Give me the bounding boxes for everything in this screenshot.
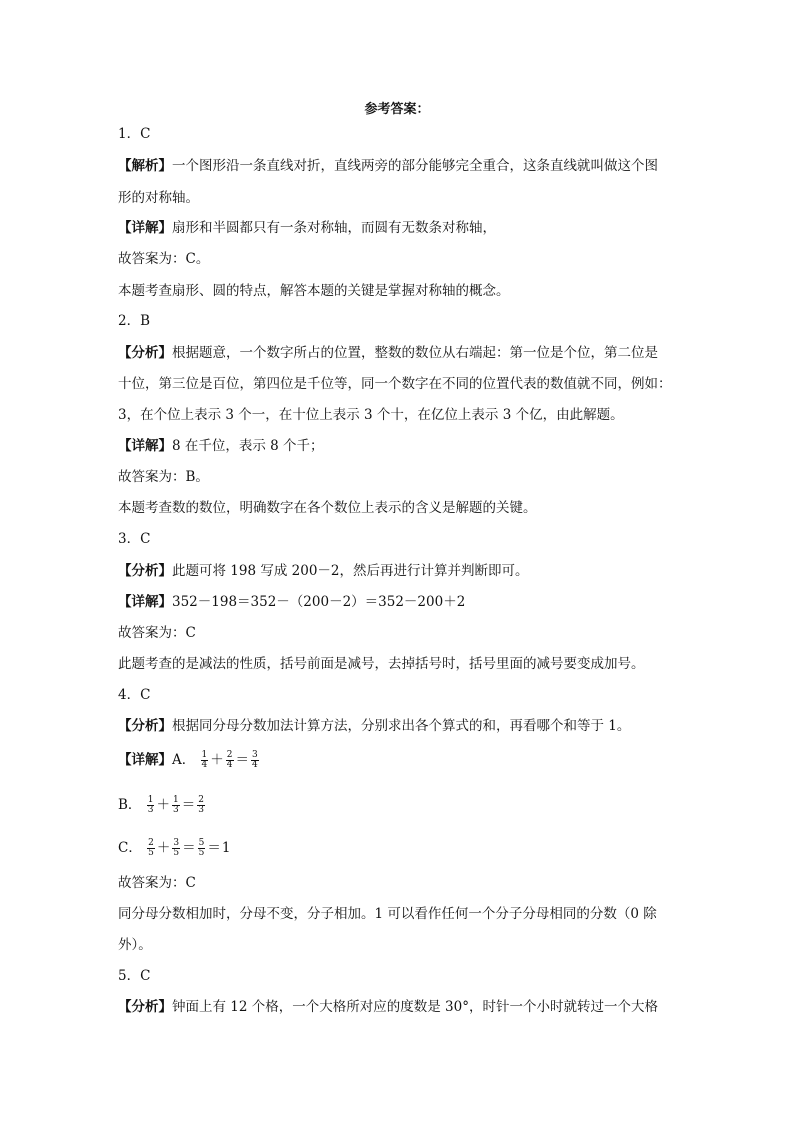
q3-answer: 故答案为：C bbox=[118, 625, 196, 641]
q4-summary: 同分母分数相加时，分母不变，分子相加。1 可以看作任何一个分子分母相同的分数（0 除 bbox=[118, 906, 657, 922]
q5-number: 5．C bbox=[118, 968, 151, 984]
q4-analysis-tag: 【分析】 bbox=[118, 718, 172, 734]
q2-analysis-cont2: 3，在个位上表示 3 个一，在十位上表示 3 个十，在亿位上表示 3 个亿，由此解题。 bbox=[118, 407, 624, 423]
q2-number: 2．B bbox=[118, 313, 151, 329]
q1-number: 1．C bbox=[118, 126, 151, 142]
q2-analysis-cont1: 十位，第三位是百位，第四位是千位等，同一个数字在不同的位置代表的数值就不同，例如： bbox=[118, 376, 672, 392]
fraction: $\frac{1}{3}$ bbox=[172, 795, 179, 815]
fraction: $\frac{1}{4}$ bbox=[201, 750, 208, 770]
q3-detail bbox=[118, 592, 678, 612]
q4-detail-c: C． $\frac{2}{5}$ ＋ $\frac{3}{5}$ ＝ $\frac{5}{5}$ ＝1 bbox=[118, 838, 231, 858]
q4-option-c-label: C． bbox=[118, 840, 142, 856]
q1-detail-text: 扇形和半圆都只有一条对称轴，而圆有无数条对称轴， bbox=[172, 220, 496, 236]
q3-detail-tag: 【详解】 bbox=[118, 594, 172, 610]
q2-analysis-tag: 【分析】 bbox=[118, 345, 172, 361]
q4-analysis bbox=[118, 716, 678, 736]
q5-analysis-tag: 【分析】 bbox=[118, 999, 172, 1015]
q4-c-result: 1 bbox=[221, 840, 231, 856]
q2-detail-tag: 【详解】 bbox=[118, 438, 172, 454]
q4-summary-cont: 外）。 bbox=[118, 937, 152, 953]
fraction: $\frac{2}{4}$ bbox=[226, 750, 233, 770]
fraction: $\frac{1}{3}$ bbox=[147, 795, 154, 815]
q3-number: 3．C bbox=[118, 531, 151, 547]
q4-number: 4．C bbox=[118, 687, 151, 703]
q3-analysis-tag: 【分析】 bbox=[118, 563, 172, 579]
q1-analysis-cont: 形的对称轴。 bbox=[118, 190, 199, 206]
q2-analysis-text: 根据题意，一个数字所占的位置，整数的数位从右端起：第一位是个位，第二位是 bbox=[172, 345, 658, 361]
q1-answer: 故答案为：C。 bbox=[118, 251, 210, 267]
page-title: 参考答案： bbox=[364, 102, 430, 117]
q3-summary: 此题考查的是减法的性质，括号前面是减号，去掉括号时，括号里面的减号要变成加号。 bbox=[118, 656, 645, 672]
q4-detail-tag: 【详解】 bbox=[118, 752, 172, 768]
q4-detail-a: 【详解】A． $\frac{1}{4}$ ＋ $\frac{2}{4}$ ＝ $\frac{3}{4}$ bbox=[118, 750, 258, 770]
q1-summary: 本题考查扇形、圆的特点，解答本题的关键是掌握对称轴的概念。 bbox=[118, 283, 510, 299]
q4-analysis-text: 根据同分母分数加法计算方法，分别求出各个算式的和，再看哪个和等于 1。 bbox=[172, 718, 631, 734]
q4-option-b-label: B． bbox=[118, 797, 142, 813]
q1-analysis-tag: 【解析】 bbox=[118, 158, 172, 174]
q2-summary: 本题考查数的数位，明确数字在各个数位上表示的含义是解题的关键。 bbox=[118, 500, 537, 516]
q3-analysis-text: 此题可将 198 写成 200－2，然后再进行计算并判断即可。 bbox=[172, 563, 529, 579]
q1-analysis bbox=[118, 156, 678, 176]
q2-analysis bbox=[118, 343, 678, 363]
q4-detail-b: B． $\frac{1}{3}$ ＋ $\frac{1}{3}$ ＝ $\frac{2}{3}$ bbox=[118, 795, 204, 815]
fraction: $\frac{3}{4}$ bbox=[252, 750, 258, 770]
q4-option-a-label: A． bbox=[172, 752, 196, 768]
fraction: $\frac{3}{5}$ bbox=[173, 838, 180, 858]
q2-detail bbox=[118, 436, 678, 456]
q5-analysis-text: 钟面上有 12 个格，一个大格所对应的度数是 30°，时针一个小时就转过一个大格 bbox=[172, 999, 658, 1015]
q1-detail bbox=[118, 218, 678, 238]
q2-detail-text: 8 在千位，表示 8 个千； bbox=[172, 438, 324, 454]
fraction: $\frac{2}{5}$ bbox=[148, 838, 154, 858]
q3-analysis bbox=[118, 561, 678, 581]
q5-analysis bbox=[118, 997, 678, 1017]
q1-analysis-text: 一个图形沿一条直线对折，直线两旁的部分能够完全重合，这条直线就叫做这个图 bbox=[172, 158, 658, 174]
q1-detail-tag: 【详解】 bbox=[118, 220, 172, 236]
q4-answer: 故答案为：C bbox=[118, 875, 196, 891]
q2-answer: 故答案为：B。 bbox=[118, 469, 209, 485]
fraction: $\frac{2}{3}$ bbox=[198, 795, 204, 815]
fraction: $\frac{5}{5}$ bbox=[198, 838, 205, 858]
q3-detail-text: 352－198＝352－（200－2）＝352－200＋2 bbox=[172, 594, 466, 610]
